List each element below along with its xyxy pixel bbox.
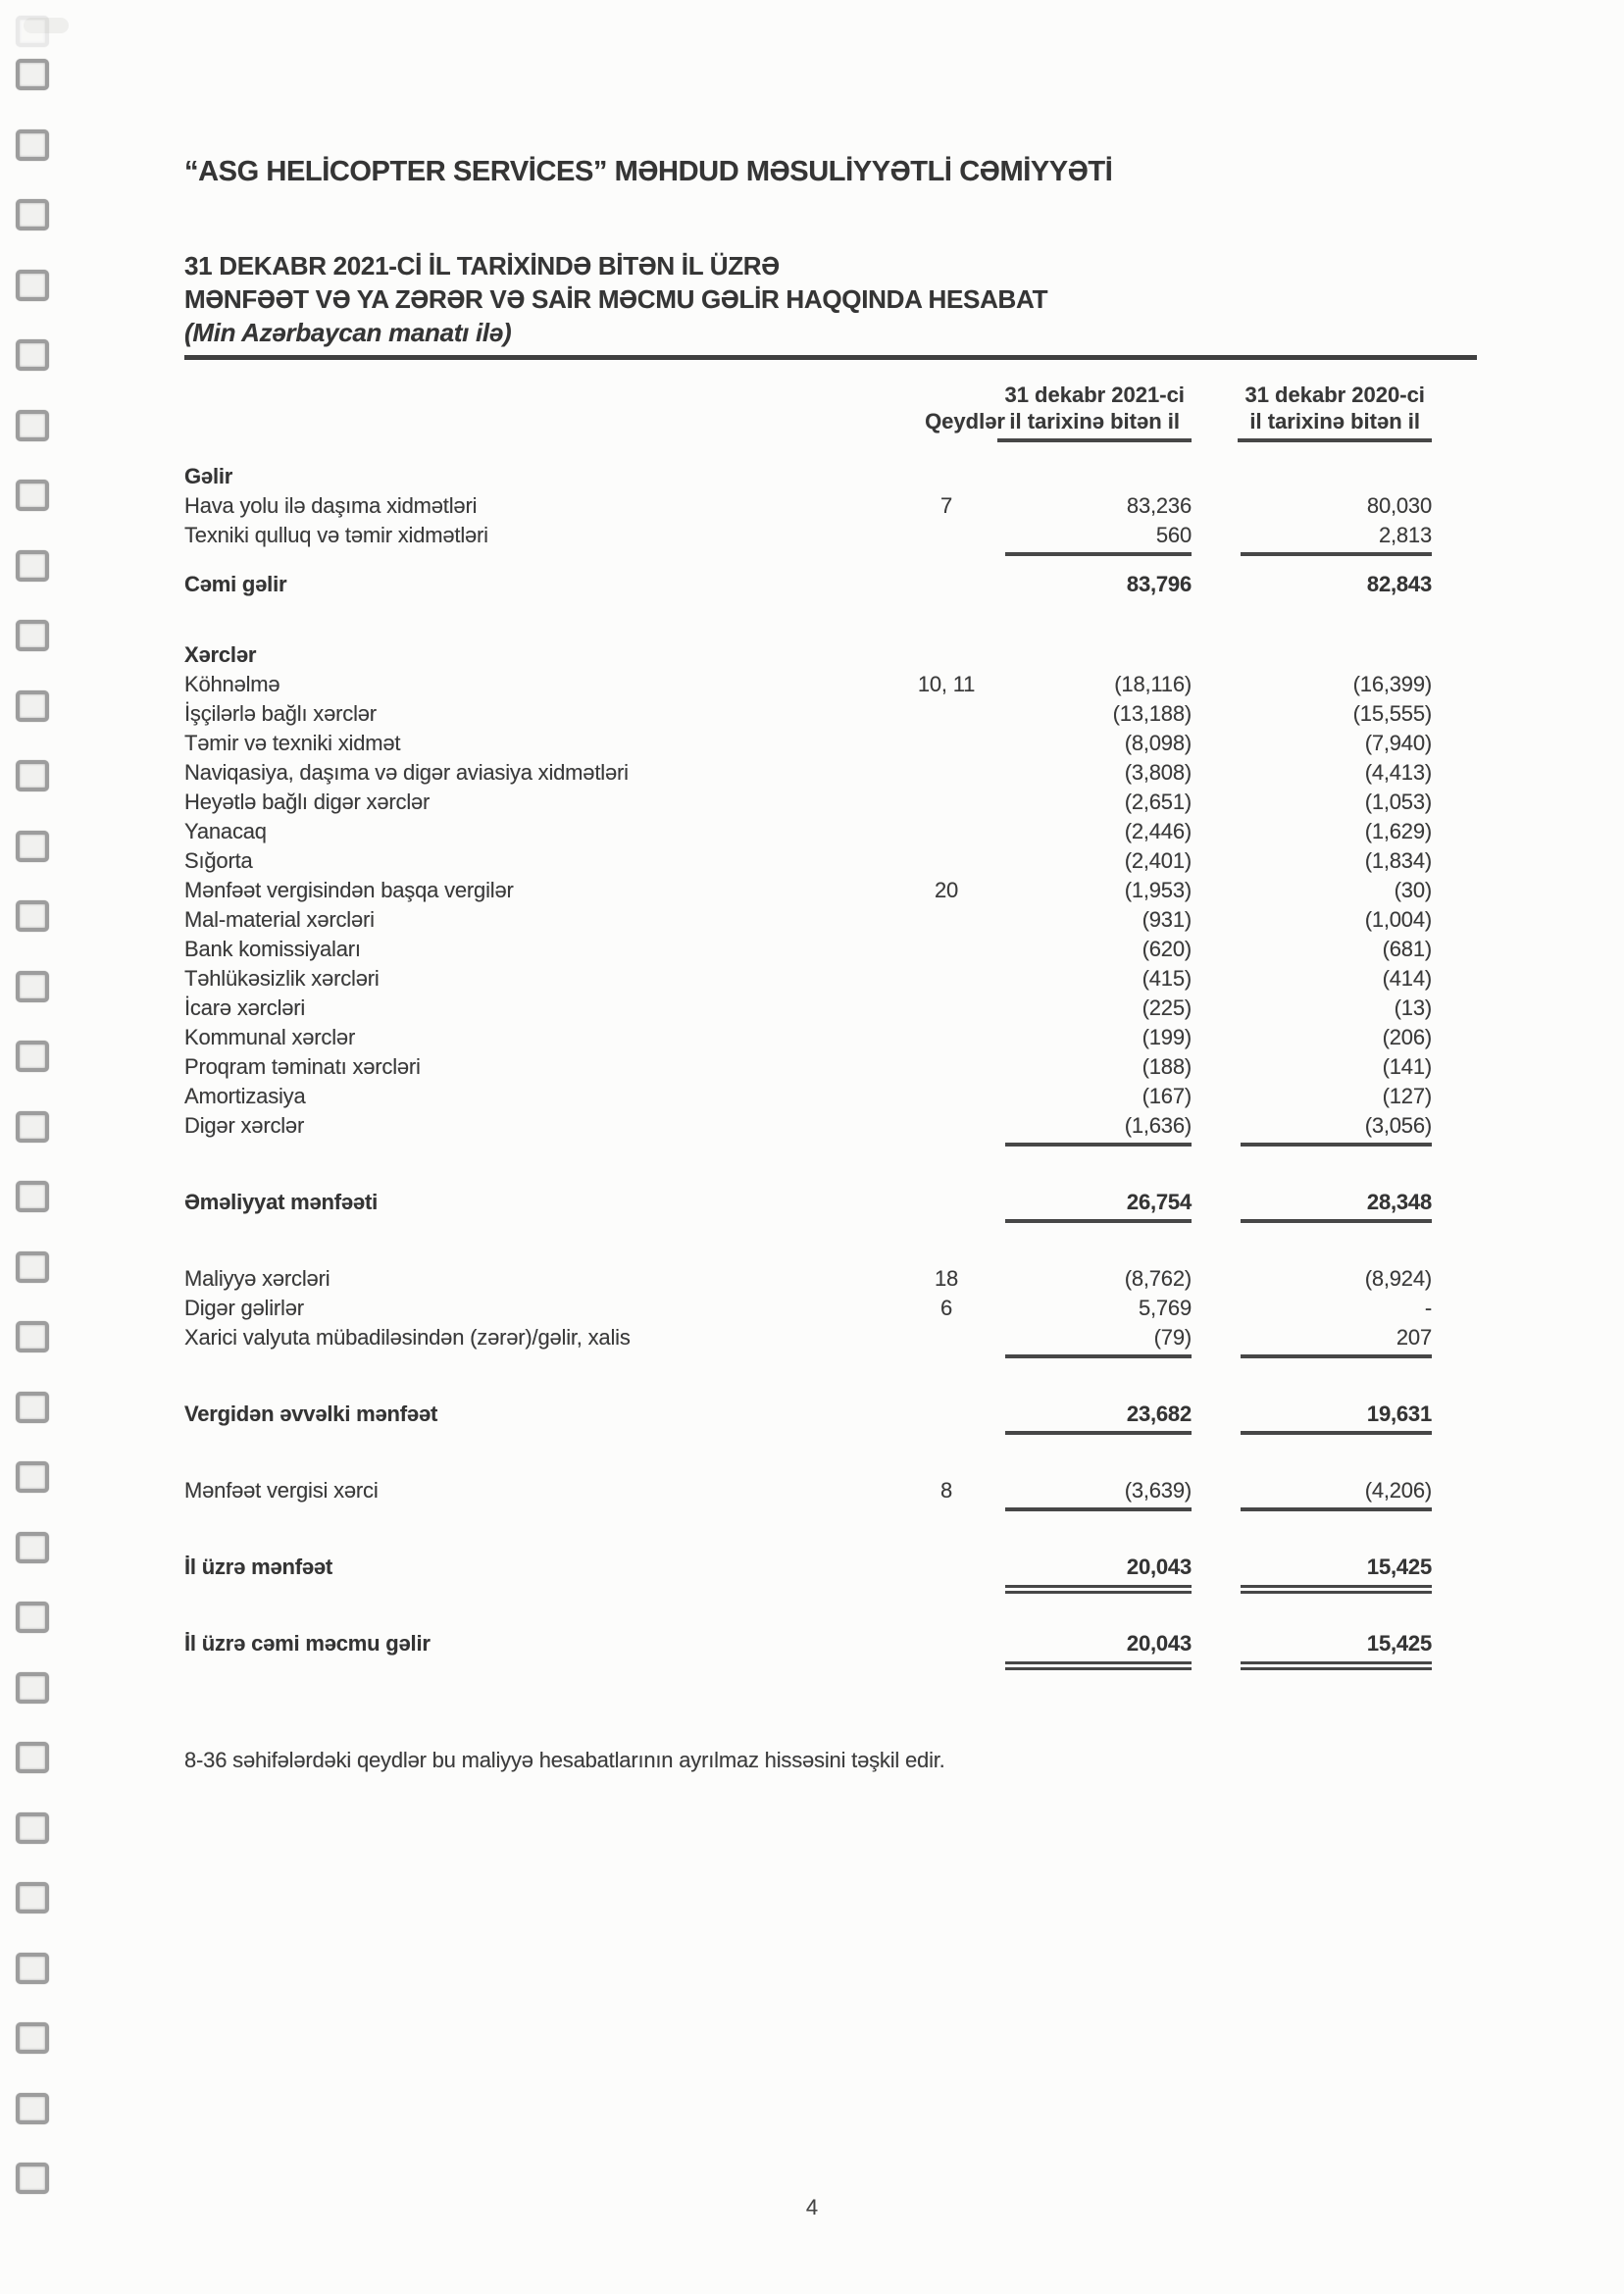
- row-note: [888, 1553, 1005, 1588]
- row-value-2021: (3,808): [1124, 760, 1192, 785]
- column-gap: [1192, 570, 1241, 599]
- table-header: [184, 382, 1432, 442]
- table-row: [184, 1264, 1432, 1294]
- column-header-notes: Qeydlər: [925, 409, 1005, 433]
- row-value-2020: (1,053): [1364, 790, 1432, 814]
- binder-hole: [16, 199, 49, 230]
- binder-hole: [16, 1111, 49, 1143]
- column-gap: [1192, 1052, 1241, 1082]
- table-row: [184, 1323, 1432, 1358]
- row-note: 8: [939, 1478, 953, 1503]
- row-value-2021: (1,953): [1124, 878, 1192, 902]
- row-value-2021: (167): [1142, 1084, 1192, 1108]
- row-value-2021: (1,636): [1005, 1111, 1192, 1147]
- row-value-2021: (199): [1142, 1025, 1192, 1049]
- row-value-2020: (8,924): [1364, 1266, 1432, 1291]
- binder-hole: [16, 129, 49, 161]
- table-row: [184, 462, 1432, 491]
- row-value-2020: (1,629): [1364, 819, 1432, 843]
- footnote: 8-36 səhifələrdəki qeydlər bu maliyyə hesabatlarının ayrılmaz hissəsini təşkil edir.: [184, 1748, 945, 1772]
- row-value-2021: (2,651): [1124, 790, 1192, 814]
- row-label: Mal-material xərcləri: [184, 907, 375, 932]
- row-note: [888, 994, 1005, 1023]
- row-value-2020: (30): [1394, 878, 1432, 902]
- row-note: [888, 1629, 1005, 1664]
- table-row: [184, 1400, 1432, 1435]
- column-gap: [1192, 1023, 1241, 1052]
- row-value-2021: (13,188): [1112, 701, 1192, 726]
- row-note: [888, 729, 1005, 758]
- row-value-2020: (13): [1394, 995, 1432, 1020]
- table-row: [184, 491, 1432, 521]
- row-note: [888, 846, 1005, 876]
- row-label: Sığorta: [184, 848, 253, 873]
- row-value-2021: (79): [1005, 1323, 1192, 1358]
- table-row: [184, 1188, 1432, 1223]
- column-gap: [1192, 935, 1241, 964]
- row-note: 18: [934, 1266, 959, 1291]
- row-label: İl üzrə mənfəət: [184, 1555, 333, 1579]
- binder-hole: [16, 760, 49, 791]
- row-label: Köhnəlmə: [184, 672, 280, 696]
- binder-hole: [16, 1461, 49, 1493]
- row-value-2020: (4,413): [1364, 760, 1432, 785]
- table-row: [184, 846, 1432, 876]
- table-row: [184, 729, 1432, 758]
- row-value-2020: (3,056): [1241, 1111, 1432, 1147]
- column-gap: [1192, 817, 1241, 846]
- table-row: [184, 788, 1432, 817]
- binder-hole: [16, 550, 49, 582]
- row-value-2020: (16,399): [1352, 672, 1432, 696]
- column-gap: [1192, 1294, 1241, 1323]
- row-value-2021: (415): [1142, 966, 1192, 991]
- column-gap: [1192, 994, 1241, 1023]
- row-value-2021: (3,639): [1005, 1476, 1192, 1511]
- column-gap: [1192, 1629, 1241, 1664]
- column-gap: [1192, 876, 1241, 905]
- table-row: [184, 1111, 1432, 1147]
- binder-hole: [16, 410, 49, 441]
- table-row: [184, 1476, 1432, 1511]
- row-note: [888, 1023, 1005, 1052]
- row-value-2021: (18,116): [1114, 672, 1192, 696]
- column-gap: [1192, 1111, 1241, 1147]
- column-header-2021: [997, 382, 1192, 442]
- table-row: [184, 817, 1432, 846]
- column-header-2020-line2: il tarixinə bitən il: [1238, 408, 1432, 442]
- row-note: 10, 11: [917, 672, 976, 696]
- row-value-2021: 83,796: [1126, 572, 1192, 596]
- row-value-2020: (681): [1382, 937, 1432, 961]
- row-value-2020: 28,348: [1241, 1188, 1432, 1223]
- row-note: [888, 935, 1005, 964]
- row-label: Mənfəət vergisindən başqa vergilər: [184, 878, 514, 902]
- row-label: İl üzrə cəmi məcmu gəlir: [184, 1631, 431, 1656]
- row-value-2020: 80,030: [1366, 493, 1432, 518]
- row-label: İşçilərlə bağlı xərclər: [184, 701, 377, 726]
- binder-hole: [16, 1602, 49, 1633]
- binder-hole: [16, 2163, 49, 2194]
- row-value-2020: (15,555): [1352, 701, 1432, 726]
- binder-hole: [16, 1251, 49, 1283]
- binder-hole: [16, 1532, 49, 1563]
- binder-hole: [16, 831, 49, 862]
- column-gap: [1192, 1400, 1241, 1435]
- row-value-2020: (206): [1382, 1025, 1432, 1049]
- row-value-2020: 82,843: [1366, 572, 1432, 596]
- binder-hole: [16, 1672, 49, 1704]
- table-row: [184, 758, 1432, 788]
- row-value-2020: [1241, 640, 1432, 670]
- binder-hole: [16, 690, 49, 722]
- binder-hole: [16, 270, 49, 301]
- row-value-2021: (931): [1142, 907, 1192, 932]
- table-body: [184, 462, 1432, 1664]
- binder-hole: [16, 1742, 49, 1773]
- row-note: 20: [934, 878, 959, 902]
- row-value-2020: 15,425: [1241, 1553, 1432, 1588]
- column-gap: [1192, 1476, 1241, 1511]
- row-label: Proqram təminatı xərcləri: [184, 1054, 421, 1079]
- column-gap: [1192, 640, 1241, 670]
- row-value-2020: [1241, 462, 1432, 491]
- column-gap: [1192, 462, 1241, 491]
- row-label: Digər gəlirlər: [184, 1296, 304, 1320]
- table-row: [184, 570, 1432, 599]
- row-value-2021: 20,043: [1005, 1553, 1192, 1588]
- row-value-2020: (7,940): [1364, 731, 1432, 755]
- row-label: Digər xərclər: [184, 1113, 305, 1138]
- row-value-2021: 83,236: [1126, 493, 1192, 518]
- row-value-2020: (4,206): [1241, 1476, 1432, 1511]
- row-value-2020: -: [1424, 1296, 1432, 1320]
- column-gap: [1192, 788, 1241, 817]
- row-value-2021: [1005, 462, 1192, 491]
- binder-hole: [16, 1321, 49, 1352]
- row-note: [888, 1082, 1005, 1111]
- row-label: Naviqasiya, daşıma və digər aviasiya xidmətləri: [184, 760, 629, 785]
- row-note: [888, 640, 1005, 670]
- table-row: [184, 935, 1432, 964]
- row-note: [888, 1323, 1005, 1358]
- table-row: [184, 1023, 1432, 1052]
- binder-hole: [16, 2022, 49, 2054]
- row-label: Mənfəət vergisi xərci: [184, 1478, 379, 1503]
- binder-hole: [16, 16, 49, 47]
- column-header-2021-line1: 31 dekabr 2021-ci: [1004, 382, 1185, 407]
- row-value-2021: 20,043: [1005, 1629, 1192, 1664]
- column-gap: [1192, 729, 1241, 758]
- table-row: [184, 994, 1432, 1023]
- column-gap: [1192, 1323, 1241, 1358]
- binder-hole: [16, 1392, 49, 1423]
- row-value-2020: 207: [1241, 1323, 1432, 1358]
- row-value-2021: 560: [1005, 521, 1192, 556]
- binder-hole: [16, 339, 49, 371]
- row-label: Kommunal xərclər: [184, 1025, 356, 1049]
- column-gap: [1192, 670, 1241, 699]
- column-header-2020: [1238, 382, 1432, 442]
- row-label: Vergidən əvvəlki mənfəət: [184, 1402, 438, 1426]
- table-row: [184, 1052, 1432, 1082]
- binder-hole: [16, 2093, 49, 2124]
- report-title-line: MƏNFƏƏT VƏ YA ZƏRƏR VƏ SAİR MƏCMU GƏLİR HAQQINDA HESABAT: [184, 284, 1048, 314]
- row-label: Təhlükəsizlik xərcləri: [184, 966, 380, 991]
- row-value-2020: (414): [1382, 966, 1432, 991]
- row-note: [888, 817, 1005, 846]
- row-note: [888, 1400, 1005, 1435]
- column-gap: [1192, 905, 1241, 935]
- binder-hole: [16, 1953, 49, 1984]
- report-period-line: 31 DEKABR 2021-Cİ İL TARİXİNDƏ BİTƏN İL ÜZRƏ: [184, 251, 780, 280]
- table-row: [184, 699, 1432, 729]
- column-gap: [1192, 964, 1241, 994]
- table-row: [184, 1294, 1432, 1323]
- binder-hole: [16, 480, 49, 511]
- table-row: [184, 905, 1432, 935]
- row-value-2021: (225): [1142, 995, 1192, 1020]
- binder-hole: [16, 620, 49, 651]
- row-value-2021: (2,401): [1124, 848, 1192, 873]
- row-label: İcarə xərcləri: [184, 995, 306, 1020]
- column-header-2020-line1: 31 dekabr 2020-ci: [1244, 382, 1425, 407]
- row-note: [888, 462, 1005, 491]
- row-label: Heyətlə bağlı digər xərclər: [184, 790, 431, 814]
- row-value-2020: 19,631: [1241, 1400, 1432, 1435]
- row-note: [888, 905, 1005, 935]
- row-note: 7: [939, 493, 953, 518]
- column-gap: [1192, 521, 1241, 556]
- row-value-2021: 26,754: [1005, 1188, 1192, 1223]
- table-row: [184, 876, 1432, 905]
- row-label: Cəmi gəlir: [184, 572, 287, 596]
- binder-hole: [16, 1181, 49, 1212]
- row-note: [888, 1052, 1005, 1082]
- row-value-2020: (1,004): [1364, 907, 1432, 932]
- row-note: [888, 699, 1005, 729]
- row-label: Bank komissiyaları: [184, 937, 361, 961]
- row-value-2021: (8,762): [1124, 1266, 1192, 1291]
- table-row: [184, 521, 1432, 556]
- row-label: Gəlir: [184, 464, 233, 488]
- currency-note: (Min Azərbaycan manatı ilə): [184, 318, 512, 347]
- row-note: [888, 1188, 1005, 1223]
- table-row: [184, 1629, 1432, 1664]
- column-header-2021-line2: il tarixinə bitən il: [997, 408, 1192, 442]
- row-value-2020: (141): [1382, 1054, 1432, 1079]
- row-note: [888, 964, 1005, 994]
- row-label: Təmir və texniki xidmət: [184, 731, 401, 755]
- binder-hole: [16, 1812, 49, 1844]
- row-label: Əməliyyat mənfəəti: [184, 1190, 379, 1214]
- binder-hole: [16, 1041, 49, 1072]
- row-value-2020: 15,425: [1241, 1629, 1432, 1664]
- binder-holes: [0, 0, 69, 2294]
- row-label: Maliyyə xərcləri: [184, 1266, 330, 1291]
- column-gap: [1192, 699, 1241, 729]
- table-row: [184, 670, 1432, 699]
- column-gap: [1192, 758, 1241, 788]
- row-value-2021: (188): [1142, 1054, 1192, 1079]
- row-label: Xərclər: [184, 642, 257, 667]
- table-row: [184, 640, 1432, 670]
- row-value-2021: (8,098): [1124, 731, 1192, 755]
- row-value-2021: [1005, 640, 1192, 670]
- row-label: Texniki qulluq və təmir xidmətləri: [184, 523, 488, 547]
- table-row: [184, 1553, 1432, 1588]
- binder-hole: [16, 59, 49, 90]
- row-value-2021: (620): [1142, 937, 1192, 961]
- binder-hole: [16, 900, 49, 932]
- binder-hole: [16, 971, 49, 1002]
- row-value-2020: (1,834): [1364, 848, 1432, 873]
- row-label: Amortizasiya: [184, 1084, 306, 1108]
- row-note: [888, 1111, 1005, 1147]
- column-gap: [1192, 1188, 1241, 1223]
- column-gap: [1192, 1553, 1241, 1588]
- row-note: [888, 521, 1005, 556]
- row-label: Hava yolu ilə daşıma xidmətləri: [184, 493, 478, 518]
- row-value-2021: 23,682: [1005, 1400, 1192, 1435]
- column-gap: [1192, 846, 1241, 876]
- row-label: Xarici valyuta mübadiləsindən (zərər)/gəlir, xalis: [184, 1325, 631, 1350]
- column-gap: [1192, 491, 1241, 521]
- row-label: Yanacaq: [184, 819, 267, 843]
- page-content: [184, 0, 1477, 1774]
- row-value-2020: (127): [1382, 1084, 1432, 1108]
- binder-hole: [16, 1882, 49, 1913]
- column-gap: [1192, 1082, 1241, 1111]
- financial-statement-table: [184, 382, 1432, 1664]
- row-value-2020: 2,813: [1241, 521, 1432, 556]
- table-row: [184, 1082, 1432, 1111]
- row-value-2021: 5,769: [1138, 1296, 1192, 1320]
- table-row: [184, 964, 1432, 994]
- row-note: [888, 758, 1005, 788]
- row-note: 6: [939, 1296, 953, 1320]
- company-title: “ASG HELİCOPTER SERVİCES” MƏHDUD MƏSULİYYƏTLİ CƏMİYYƏTİ: [184, 156, 1113, 187]
- row-note: [888, 788, 1005, 817]
- report-heading: [184, 249, 1477, 360]
- page-number: 4: [805, 2195, 819, 2219]
- column-gap: [1192, 1264, 1241, 1294]
- row-value-2021: (2,446): [1124, 819, 1192, 843]
- row-note: [888, 570, 1005, 599]
